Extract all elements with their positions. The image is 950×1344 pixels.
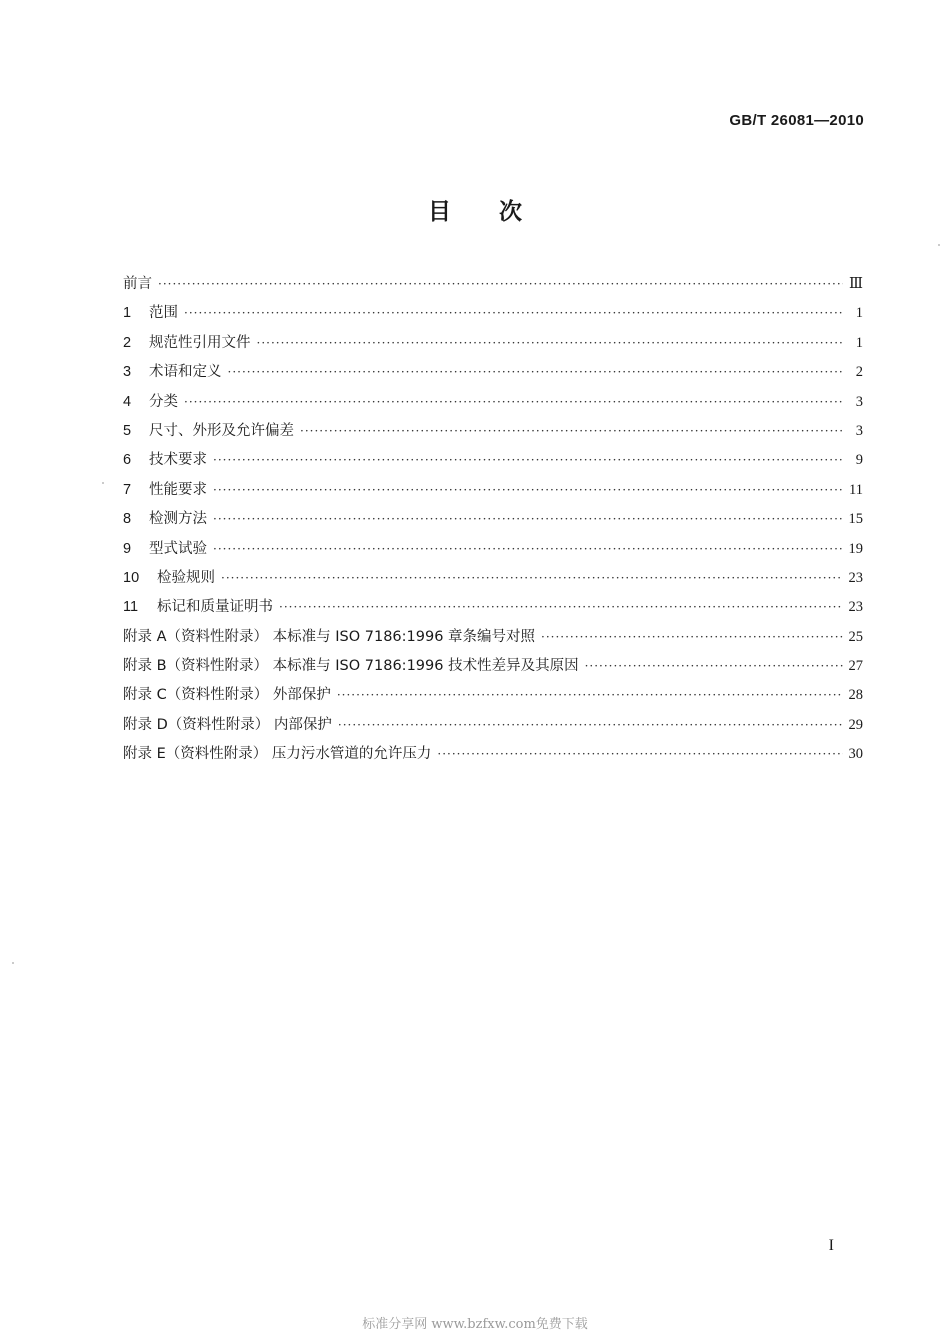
toc-entry-page: 29 [848, 716, 863, 733]
toc-leader-dots [437, 740, 842, 769]
toc-entry-number: 6 [123, 452, 132, 469]
toc-leader-dots [213, 535, 843, 564]
page-number: I [828, 1237, 834, 1254]
toc-leader-dots [158, 270, 843, 299]
watermark-text: 标准分享网 www.bzfxw.com免费下载 [362, 1317, 588, 1332]
toc-entry-number: 1 [123, 305, 132, 322]
toc-leader-dots [221, 564, 843, 593]
toc-entry-page: 3 [855, 422, 863, 439]
toc-entry-5[interactable] [123, 417, 863, 446]
toc-entry-page: 1 [855, 334, 863, 351]
scan-speck [12, 962, 14, 964]
scan-speck [938, 244, 940, 246]
toc-entry-label: 附录 C（资料性附录） 外部保护 [123, 687, 331, 704]
toc-entry-label: 标记和质量证明书 [157, 599, 273, 616]
toc-entry-8[interactable] [123, 505, 863, 534]
toc-entry-annex-a[interactable] [123, 623, 863, 652]
toc-entry-page: 9 [855, 452, 863, 469]
toc-entry-label: 分类 [149, 393, 178, 410]
toc-leader-dots [213, 446, 843, 475]
toc-entry-page: 2 [855, 364, 863, 381]
toc-leader-dots [213, 505, 843, 534]
toc-entry-3[interactable] [123, 358, 863, 387]
toc-leader-dots [541, 623, 842, 652]
toc-entry-label: 检测方法 [149, 511, 207, 528]
toc-leader-dots [585, 652, 843, 681]
toc-entry-label: 技术要求 [149, 452, 207, 469]
toc-entry-annex-b[interactable] [123, 652, 863, 681]
toc-leader-dots [184, 299, 843, 328]
toc-entry-label: 规范性引用文件 [149, 334, 251, 351]
scan-speck [102, 482, 104, 484]
toc-entry-label: 性能要求 [149, 481, 207, 498]
toc-entry-label: 附录 D（资料性附录） 内部保护 [123, 716, 332, 733]
toc-entry-page: 27 [848, 658, 863, 675]
toc-entry-annex-e[interactable] [123, 740, 863, 769]
toc-entry-page: Ⅲ [849, 276, 863, 292]
toc-entry-page: 30 [848, 746, 863, 763]
toc-entry-label: 检验规则 [157, 569, 215, 586]
toc-entry-number: 8 [123, 511, 132, 528]
toc-entry-foreword[interactable] [123, 270, 863, 299]
standard-number: GB/T 26081—2010 [729, 112, 864, 129]
page-title: 目次 [428, 199, 570, 225]
toc-entry-page: 1 [855, 305, 863, 322]
toc-entry-annex-c[interactable] [123, 681, 863, 710]
toc-leader-dots [300, 417, 843, 446]
toc-entry-label: 尺寸、外形及允许偏差 [149, 422, 294, 439]
toc-entry-page: 28 [848, 687, 863, 704]
toc-entry-6[interactable] [123, 446, 863, 475]
toc-entry-number: 11 [123, 599, 139, 616]
toc-leader-dots [213, 476, 843, 505]
toc-entry-9[interactable] [123, 535, 863, 564]
toc-entry-4[interactable] [123, 388, 863, 417]
toc-entry-label: 前言 [123, 276, 152, 292]
toc-entry-10[interactable] [123, 564, 863, 593]
toc-entry-number: 2 [123, 334, 132, 351]
toc-entry-number: 3 [123, 364, 132, 381]
toc-entry-1[interactable] [123, 299, 863, 328]
toc-leader-dots [184, 388, 843, 417]
toc-entry-number: 7 [123, 481, 132, 498]
toc-entry-annex-d[interactable] [123, 711, 863, 740]
toc-entry-label: 型式试验 [149, 540, 207, 557]
toc-entry-page: 25 [848, 628, 863, 645]
toc-entry-label: 范围 [149, 305, 178, 322]
toc-entry-number: 10 [123, 569, 140, 586]
toc-leader-dots [338, 711, 843, 740]
toc-leader-dots [257, 329, 844, 358]
toc-entry-2[interactable] [123, 329, 863, 358]
toc-entry-label: 术语和定义 [149, 364, 222, 381]
toc-leader-dots [228, 358, 844, 387]
toc-entry-label: 附录 E（资料性附录） 压力污水管道的允许压力 [123, 746, 432, 763]
toc-entry-number: 9 [123, 540, 132, 557]
toc-entry-page: 19 [848, 540, 863, 557]
table-of-contents [123, 270, 863, 770]
toc-leader-dots [337, 681, 843, 710]
toc-entry-label: 附录 A（资料性附录） 本标准与 ISO 7186:1996 章条编号对照 [123, 628, 536, 645]
toc-leader-dots [279, 593, 843, 622]
toc-entry-label: 附录 B（资料性附录） 本标准与 ISO 7186:1996 技术性差异及其原因 [123, 658, 579, 675]
toc-entry-page: 15 [848, 511, 863, 528]
toc-entry-page: 23 [848, 599, 863, 616]
toc-entry-7[interactable] [123, 476, 863, 505]
toc-entry-page: 11 [849, 481, 863, 498]
toc-entry-number: 5 [123, 422, 132, 439]
toc-entry-11[interactable] [123, 593, 863, 622]
toc-entry-number: 4 [123, 393, 132, 410]
toc-entry-page: 23 [848, 569, 863, 586]
toc-entry-page: 3 [855, 393, 863, 410]
